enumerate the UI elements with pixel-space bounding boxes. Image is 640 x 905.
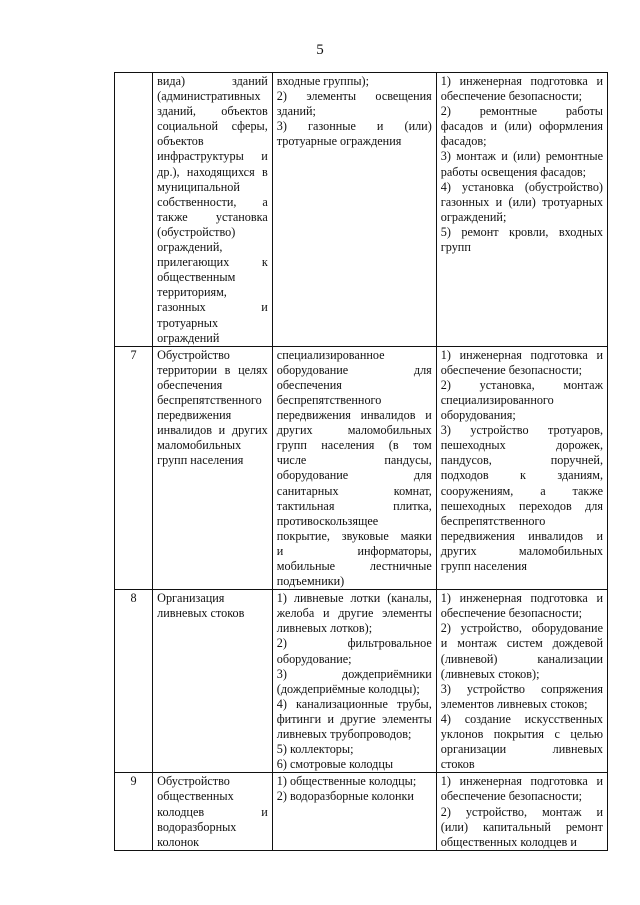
cell-line: и монтаж систем дождевой [440,636,603,651]
cell-line: объектов [157,134,204,149]
cell-line: колодцев и [157,804,268,819]
cell-line: 2) элементы освещения [276,89,432,104]
cell-line: входные группы); [276,74,369,88]
cell-line: ограждений [157,330,220,345]
cell-line: 2) устройство, монтаж и [440,804,603,819]
cell-line: пандусов, поручней, [440,453,603,468]
cell-line: (обустройство) [157,224,236,239]
cell-line: ливневых стоков [157,606,245,621]
cell-line: обеспечение безопасности; [440,789,583,804]
cell-line: тротуарные ограждения [276,134,402,149]
works-table [114,72,608,851]
cell-line: мобильные лестничные [276,559,432,573]
cell-line: 5) ремонт кровли, входных [440,224,603,239]
cell-line: передвижения инвалидов и [276,408,432,423]
cell-line: сооружениям, а также [440,483,603,498]
works-cell [436,590,607,773]
cell-line: обеспечение безопасности; [440,606,583,621]
cell-line: пешеходных переходов для [440,498,603,513]
measure-name-cell [153,346,273,590]
cell-line: общественных [157,789,234,804]
cell-line: прилегающих к [157,255,268,270]
cell-line: уклонов покрытия с целью [440,727,603,742]
cell-line: Обустройство [157,774,230,789]
cell-line: муниципальной [157,179,240,194]
cell-line: колонок [157,834,200,849]
cell-line: оборудование; [276,651,352,666]
elements-cell [272,346,436,590]
cell-line: работы освещения фасадов; [440,164,587,179]
cell-line: инвалидов и других [157,423,268,438]
table-row [115,590,608,773]
cell-line: 6) смотровые колодцы [276,757,394,772]
cell-line: групп населения [440,559,527,573]
row-number-cell [115,73,153,347]
cell-line: числе пандусы, [276,453,432,468]
cell-line: беспрепятственного [276,392,382,407]
cell-line: беспрепятственного [440,513,546,528]
elements-cell [272,590,436,773]
cell-line: фасадов; [440,134,487,149]
cell-line: фитинги и другие элементы [276,711,432,726]
cell-line: собственности, а [157,194,268,209]
cell-line: 2) фильтровальное [276,636,432,651]
cell-line: инфраструктуры и [157,149,268,164]
cell-line: 1) инженерная подготовка и [440,74,603,88]
cell-line: газонных и [157,300,268,315]
cell-line: водоразборных [157,819,237,834]
cell-line: пешеходных дорожек, [440,438,603,453]
cell-line: Организация [157,591,225,606]
cell-line: 3) устройство сопряжения [440,681,603,696]
page-number: 5 [316,42,324,58]
cell-line: тактильная плитка, [276,498,432,513]
cell-line: обеспечения [157,377,223,392]
cell-line: стоков [440,757,475,772]
cell-line: 4) установка (обустройство) [440,179,603,194]
cell-line: территории в целях [157,362,268,377]
cell-line: 1) общественные колодцы; [276,774,417,789]
cell-line: (дождеприёмные колодцы); [276,681,420,696]
cell-line: подъемники) [276,574,345,589]
cell-line: других маломобильных [440,543,603,558]
cell-line: 3) дождеприёмники [276,666,432,681]
cell-line: и информаторы, [276,543,432,558]
cell-line: зданий, объектов [157,104,268,119]
row-number-cell: 7 [115,346,153,590]
cell-line: беспрепятственного [157,392,262,407]
cell-line: 1) инженерная подготовка и [440,591,603,606]
cell-line: специализированного [440,392,554,407]
cell-line: 2) устройство, оборудование [440,621,603,636]
cell-line: ограждений; [440,209,507,224]
table-row [115,346,608,590]
cell-line: противоскользящее [276,513,379,528]
cell-line: 2) водоразборные колонки [276,789,414,804]
works-cell [436,773,607,850]
cell-line: общественных колодцев и [440,834,577,849]
cell-line: (ливневых стоков); [440,666,540,681]
cell-line: ливневых лотков); [276,621,373,636]
cell-line: 3) монтаж и (или) ремонтные [440,149,603,164]
cell-line: подходов к зданиям, [440,468,603,483]
cell-line: оборудования; [440,408,516,423]
cell-line: обеспечения [276,377,342,392]
elements-cell [272,73,436,347]
table-row [115,773,608,850]
cell-line: также установка [157,209,268,224]
row-number-cell: 8 [115,590,153,773]
table-row [115,73,608,347]
cell-line: организации ливневых [440,742,603,757]
cell-line: (или) капитальный ремонт [440,819,603,834]
cell-line: маломобильных [157,438,242,453]
row-number-cell: 9 [115,773,153,850]
cell-line: оборудование для [276,362,432,377]
cell-line: оборудование для [276,468,432,483]
cell-line: вида) зданий [157,74,268,88]
cell-line: 1) инженерная подготовка и [440,774,603,789]
cell-line: покрытие, звуковые маяки [276,528,432,543]
cell-line: территориям, [157,285,227,300]
cell-line: передвижения инвалидов и [440,528,603,543]
measure-name-cell [153,773,273,850]
cell-line: обеспечение безопасности; [440,362,583,377]
cell-line: желоба и другие элементы [276,606,432,621]
works-cell [436,346,607,590]
cell-line: санитарных комнат, [276,483,432,498]
cell-line: тротуарных [157,315,219,330]
cell-line: Обустройство [157,347,230,362]
cell-line: передвижения [157,408,232,423]
cell-line: (административных [157,89,261,104]
cell-line: 2) ремонтные работы [440,104,603,119]
cell-line: ливневых трубопроводов; [276,727,412,742]
cell-line: обеспечение безопасности; [440,89,583,104]
cell-line: групп [440,240,471,255]
works-cell [436,73,607,347]
cell-line: газонных и (или) тротуарных [440,194,603,209]
cell-line: ограждений, [157,240,223,255]
cell-line: элементов ливневых стоков; [440,696,588,711]
table-body [115,73,608,851]
elements-cell [272,773,436,850]
measure-name-cell [153,590,273,773]
cell-line: зданий; [276,104,316,119]
cell-line: групп населения (в том [276,438,432,453]
cell-line: др.), находящихся в [157,164,268,179]
measure-name-cell [153,73,273,347]
cell-line: специализированное [276,347,385,362]
cell-line: фасадов и (или) оформления [440,119,603,134]
cell-line: 4) создание искусственных [440,711,603,726]
cell-line: 3) газонные и (или) [276,119,432,134]
cell-line: 1) ливневые лотки (каналы, [276,591,432,606]
cell-line: 5) коллекторы; [276,742,354,757]
cell-line: общественным [157,270,236,285]
cell-line: групп населения [157,453,244,468]
cell-line: 3) устройство тротуаров, [440,423,603,438]
cell-line: 4) канализационные трубы, [276,696,432,711]
cell-line: (ливневой) канализации [440,651,603,666]
cell-line: 1) инженерная подготовка и [440,347,603,362]
cell-line: социальной сферы, [157,119,268,134]
cell-line: 2) установка, монтаж [440,377,603,392]
cell-line: других маломобильных [276,423,432,438]
